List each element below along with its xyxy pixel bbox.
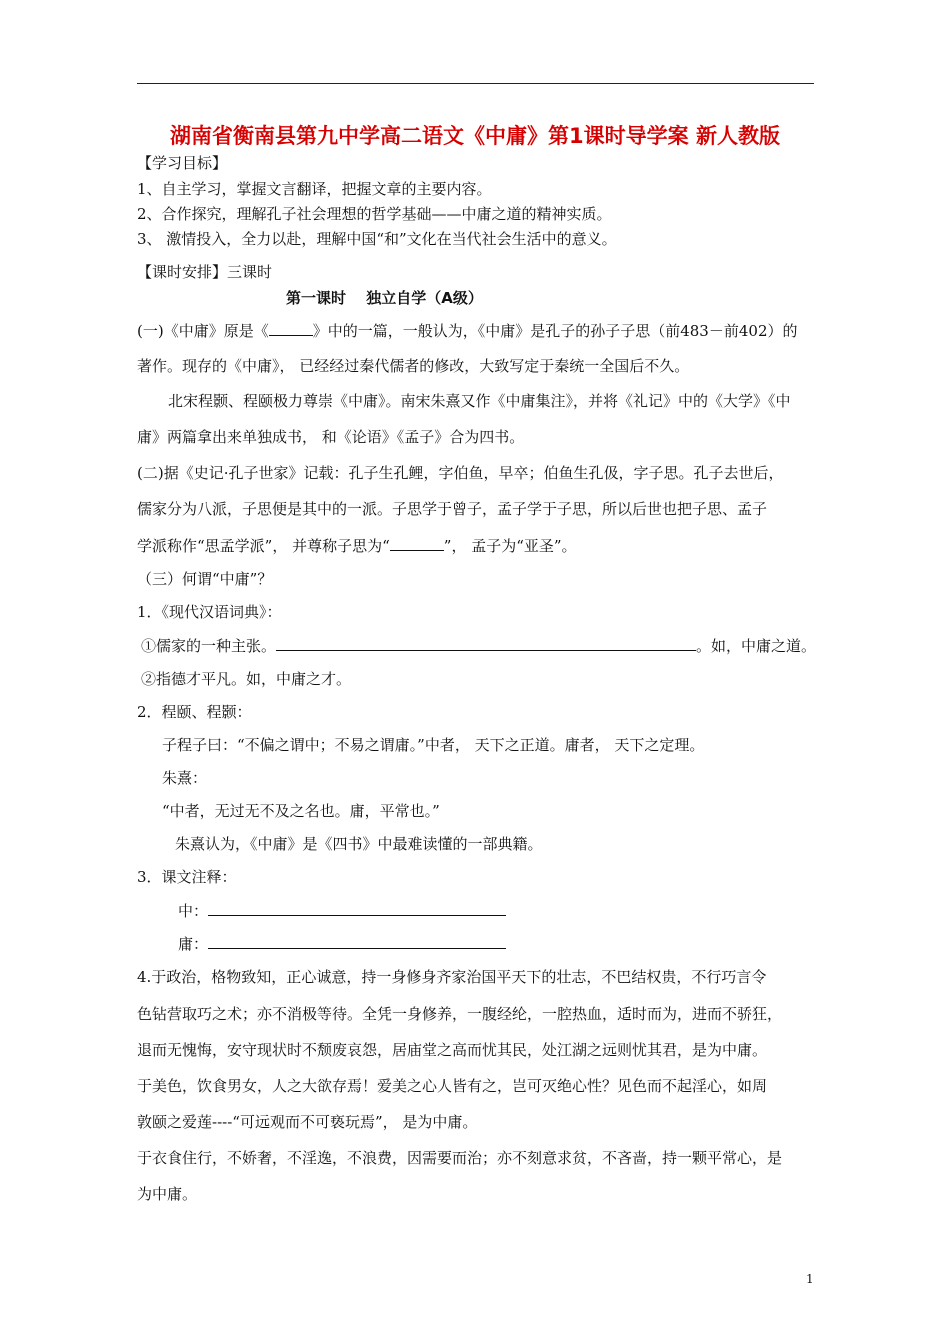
page-number: 1	[806, 1272, 814, 1286]
annotation-zhong	[178, 900, 506, 921]
fill-blank-1[interactable]	[269, 320, 313, 336]
sec1-line3: 北宋程颢、程颐极力尊崇《中庸》。南宋朱熹又作《中庸集注》，并将《礼记》中的《大学》《中	[168, 392, 791, 410]
sec1-line1	[137, 320, 797, 341]
sec3-def1-item1	[141, 635, 816, 656]
header-rule	[137, 83, 814, 84]
sec4-line-4: 于美色，饮食男女，人之大欲存焉！爱美之心人皆有之，岂可灭绝心性？见色而不起淫心，如周	[137, 1077, 768, 1095]
sec2-line3	[137, 535, 577, 556]
sec4-line-6: 于衣食住行，不娇奢，不淫逸，不浪费，因需要而治；亦不刻意求贫，不吝啬，持一颗平常心，是	[137, 1149, 783, 1167]
sec4-line-2: 色钻营取巧之术；亦不消极等待。全凭一身修养，一腹经纶，一腔热血，适时而为，进而不骄狂，	[137, 1005, 783, 1023]
sec3-heading: （三）何谓“中庸”？	[137, 570, 273, 588]
sec4-line-7: 为中庸。	[137, 1185, 198, 1203]
sec3-def1-heading: 1．《现代汉语词典》：	[137, 603, 282, 621]
sec2-line3-before: 学派称作“思孟学派”， 并尊称子思为“	[137, 537, 390, 555]
sec3-def2-heading: 2．程颐、程颢：	[137, 703, 252, 721]
sec4-line-1: 4.于政治，格物致知，正心诚意，持一身修身齐家治国平天下的壮志，不巴结权贵，不行巧言令	[137, 968, 767, 986]
sec3-def2-quote: 子程子曰：“不偏之谓中；不易之谓庸。”中者， 天下之正道。庸者， 天下之定理。	[162, 736, 705, 754]
sec3-def1-item1-before: ①儒家的一种主张。	[141, 637, 277, 655]
sec3-zhuxi-note: 朱熹认为，《中庸》是《四书》中最难读懂的一部典籍。	[175, 835, 543, 853]
fill-blank-yong[interactable]	[208, 933, 506, 949]
sec1-line1-after: 》中的一篇，一般认为，《中庸》是孔子的孙子子思（前483－前402）的	[312, 322, 798, 340]
sec3-zhuxi-quote: “中者，无过无不及之名也。庸，平常也。”	[162, 802, 440, 820]
sec3-zhuxi-label: 朱熹：	[162, 769, 208, 787]
annotation-zhong-label: 中：	[178, 902, 209, 920]
objective-item-3: 3、 激情投入，全力以赴，理解中国“和”文化在当代社会生活中的意义。	[137, 230, 617, 248]
objective-item-2: 2、合作探究，理解孔子社会理想的哲学基础——中庸之道的精神实质。	[137, 205, 612, 223]
objectives-heading: 【学习目标】	[137, 154, 228, 172]
objective-item-1: 1、自主学习，掌握文言翻译，把握文章的主要内容。	[137, 180, 492, 198]
sec1-line1-before: (一)《中庸》原是《	[137, 322, 269, 340]
sec2-line1: (二)据《史记·孔子世家》记载：孔子生孔鲤，字伯鱼，早卒；伯鱼生孔伋，字子思。孔子去世后，	[137, 464, 784, 482]
sec3-def1-item1-after: 。如，中庸之道。	[696, 637, 817, 655]
document-title: 湖南省衡南县第九中学高二语文《中庸》第1课时导学案 新人教版	[170, 124, 780, 148]
annotation-yong-label: 庸：	[178, 935, 209, 953]
schedule-line: 【课时安排】三课时	[137, 263, 273, 281]
lesson-heading: 第一课时 独立自学（A级）	[286, 289, 483, 307]
annotation-yong	[178, 933, 506, 954]
fill-blank-3[interactable]	[276, 635, 696, 651]
sec1-line4: 庸》两篇拿出来单独成书， 和《论语》《孟子》合为四书。	[137, 428, 525, 446]
fill-blank-zhong[interactable]	[208, 900, 506, 916]
fill-blank-2[interactable]	[390, 535, 444, 551]
sec3-def1-item2: ②指德才平凡。如，中庸之才。	[141, 670, 352, 688]
sec4-line-3: 退而无愧悔，安守现状时不颓废哀怨，居庙堂之高而忧其民，处江湖之远则忧其君，是为中庸。	[137, 1041, 768, 1059]
sec2-line2: 儒家分为八派，子思便是其中的一派。子思学于曾子，孟子学于子思，所以后世也把子思、孟子	[137, 500, 768, 518]
sec2-line3-after: ”， 孟子为“亚圣”。	[443, 537, 577, 555]
sec4-line-5: 敦颐之爱莲----“可远观而不可亵玩焉”， 是为中庸。	[137, 1113, 478, 1131]
sec3-def3-heading: 3．课文注释：	[137, 868, 237, 886]
sec1-line2: 著作。现存的《中庸》， 已经经过秦代儒者的修改，大致写定于秦统一全国后不久。	[137, 357, 690, 375]
